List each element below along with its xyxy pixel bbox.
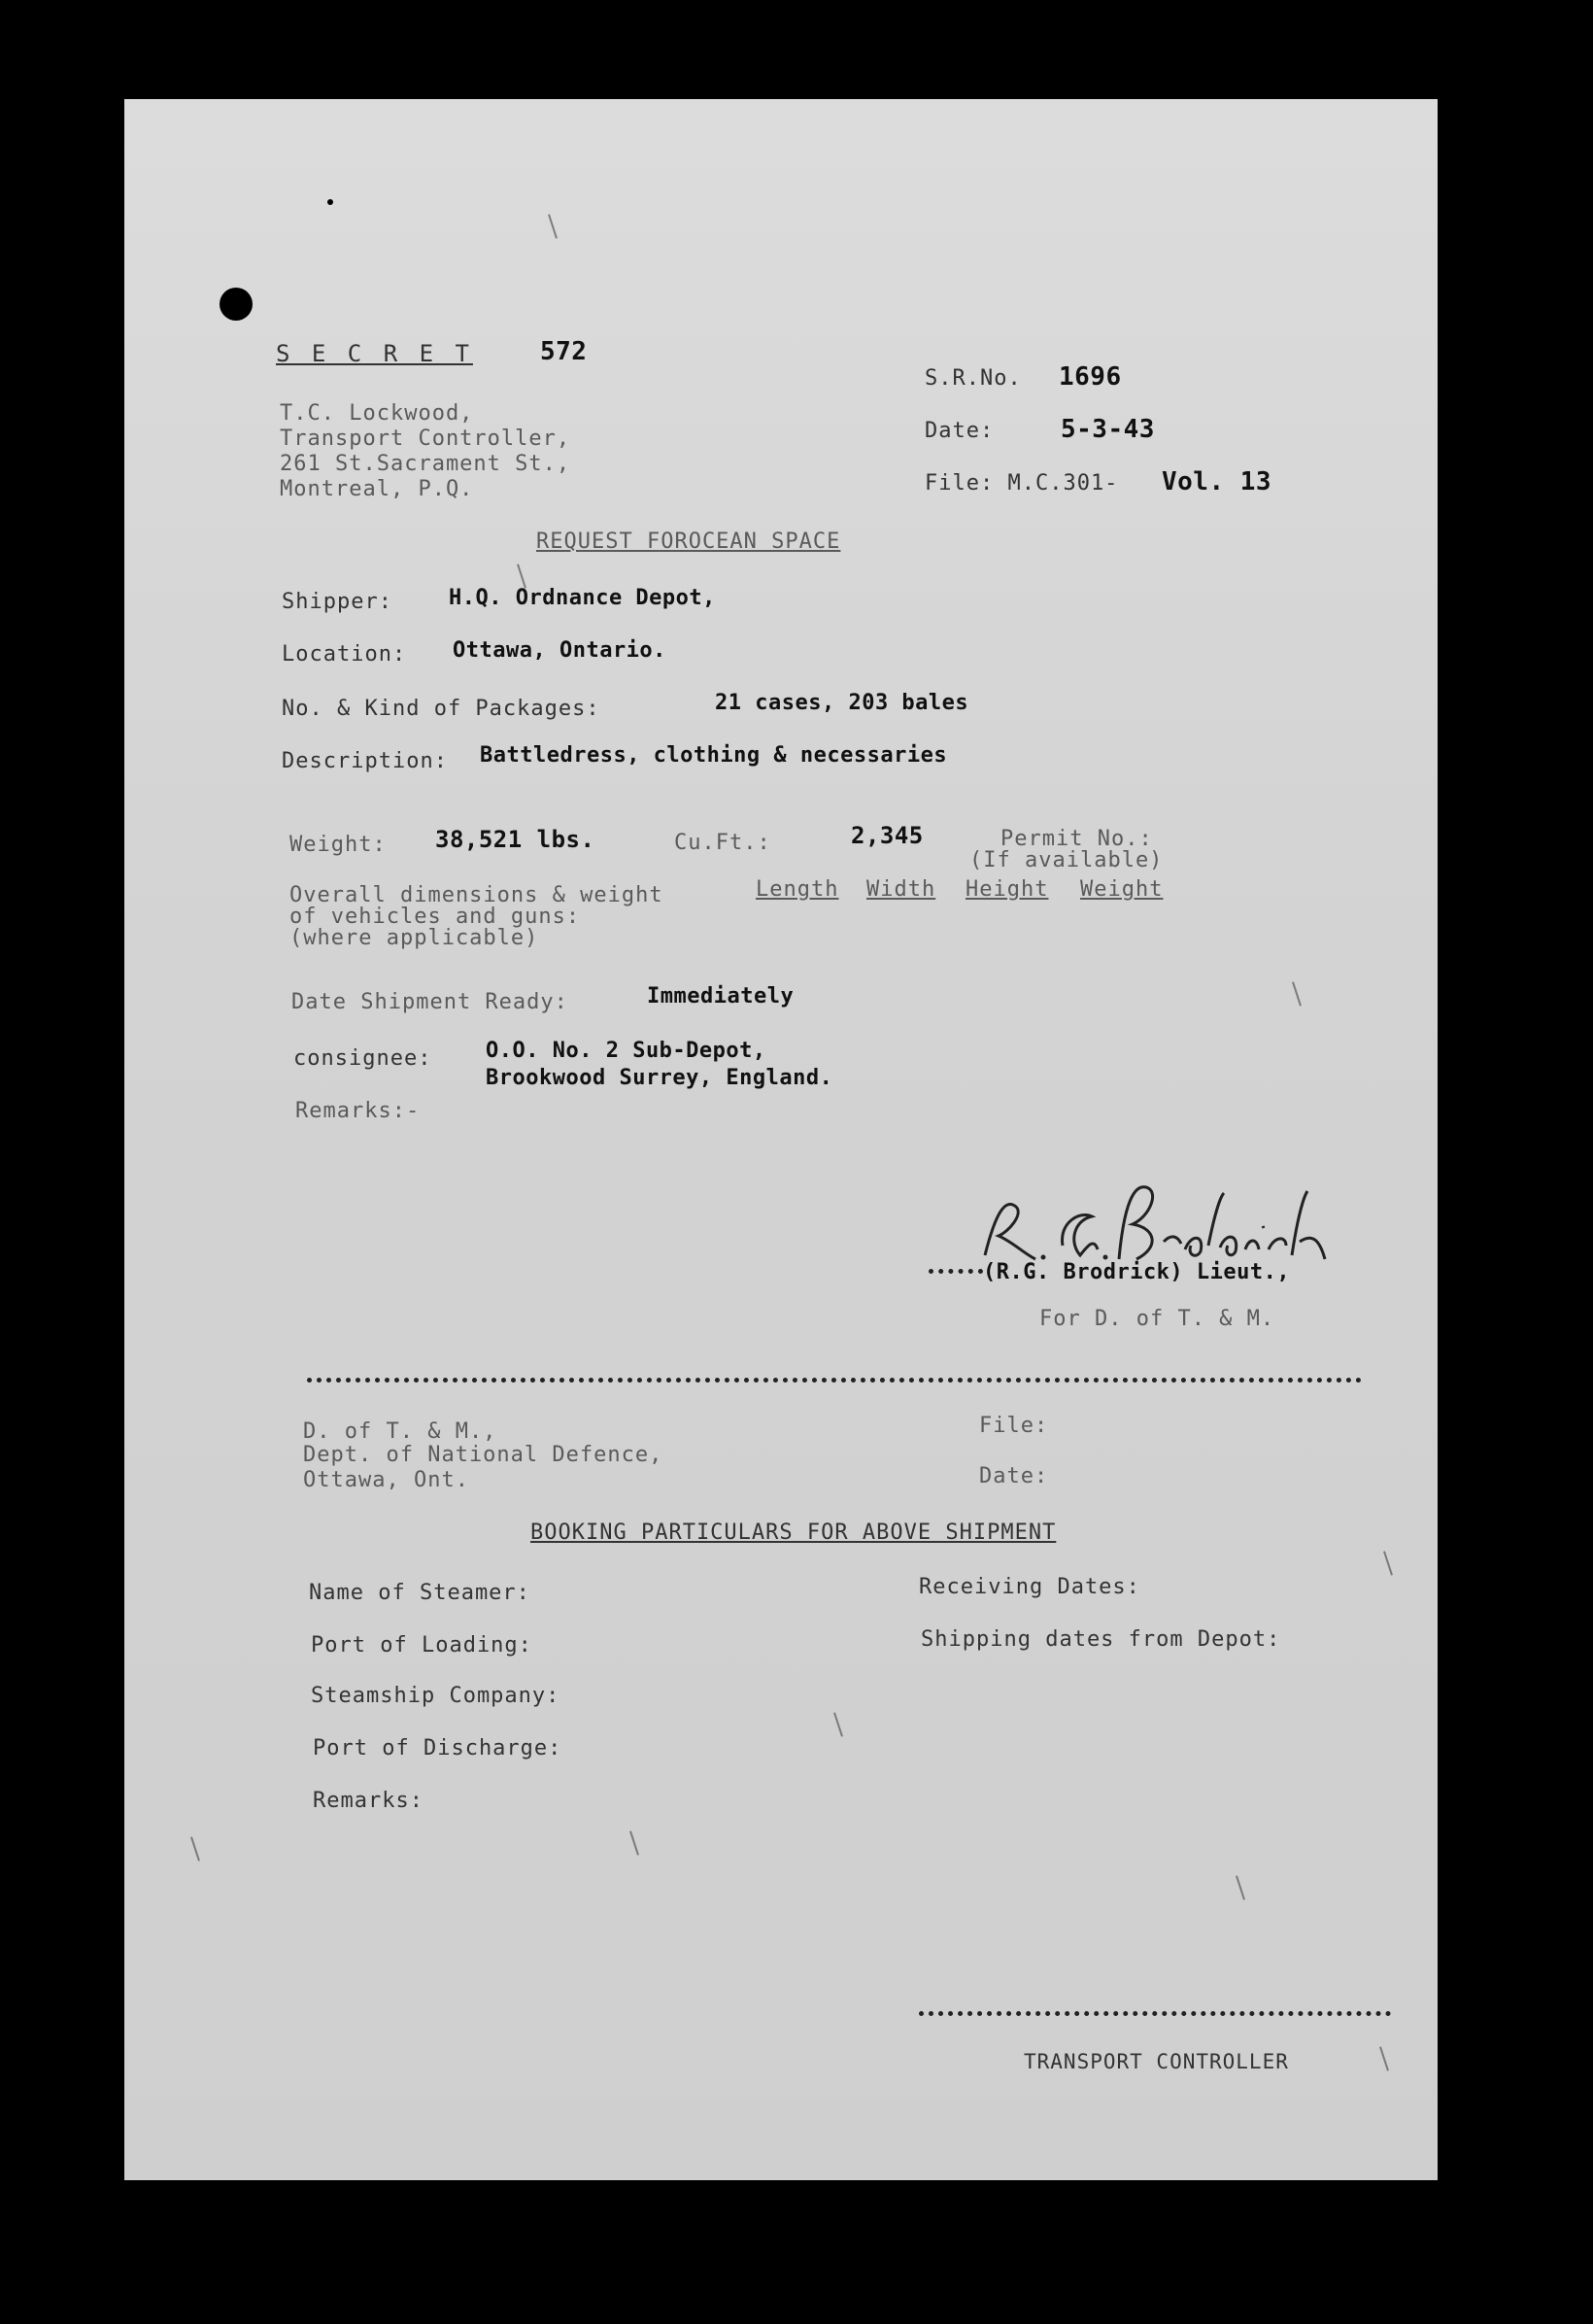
consignee-value: O.O. No. 2 Sub-Depot,: [486, 1039, 766, 1063]
controller-dotted-line: [919, 2011, 1391, 2016]
dimension-column: Weight: [1080, 877, 1164, 902]
file-label: File: M.C.301-: [925, 471, 1119, 496]
dimension-column: Length: [756, 877, 839, 902]
address-line: Montreal, P.Q.: [280, 477, 474, 501]
dimensions-label: Overall dimensions & weight: [289, 883, 663, 907]
permit-note: (If available): [969, 848, 1164, 872]
reply-address-line: Dept. of National Defence,: [303, 1443, 663, 1467]
dimension-column: Width: [866, 877, 936, 902]
booking-field-label: Port of Discharge:: [313, 1736, 562, 1760]
booking-field-label: Steamship Company:: [311, 1684, 560, 1708]
reply-address-line: Ottawa, Ont.: [303, 1468, 469, 1492]
address-line: Transport Controller,: [280, 427, 571, 451]
speck: [327, 199, 333, 205]
signature-typed-name: (R.G. Brodrick) Lieut.,: [983, 1260, 1291, 1284]
weight-value: 38,521 lbs.: [435, 826, 595, 853]
classification-label: S E C R E T: [276, 340, 473, 367]
location-value: Ottawa, Ontario.: [453, 638, 666, 663]
signature-for-line: For D. of T. & M.: [1039, 1307, 1275, 1331]
booking-field-label: Port of Loading:: [311, 1633, 532, 1658]
dimension-column: Height: [966, 877, 1049, 902]
packages-value: 21 cases, 203 bales: [715, 691, 969, 715]
ready-label: Date Shipment Ready:: [291, 990, 568, 1014]
reply-date-label: Date:: [979, 1464, 1049, 1488]
weight-label: Weight:: [289, 833, 387, 857]
signature-dotted-line: [929, 1269, 983, 1274]
footer-signatory: TRANSPORT CONTROLLER: [1024, 2050, 1289, 2073]
shipper-value: H.Q. Ordnance Depot,: [449, 586, 716, 610]
booking-field-label: Receiving Dates:: [919, 1575, 1140, 1599]
description-label: Description:: [282, 749, 448, 773]
cuft-label: Cu.Ft.:: [674, 831, 771, 855]
punch-hole: [220, 288, 253, 321]
address-line: 261 St.Sacrament St.,: [280, 452, 571, 476]
dimensions-label: (where applicable): [289, 926, 539, 950]
date-value: 5-3-43: [1061, 415, 1155, 444]
sr-no-value: 1696: [1059, 362, 1122, 392]
consignee-value: Brookwood Surrey, England.: [486, 1066, 833, 1090]
booking-field-label: Remarks:: [313, 1789, 424, 1813]
address-line: T.C. Lockwood,: [280, 401, 474, 426]
reply-address-line: D. of T. & M.,: [303, 1419, 497, 1444]
form-title: REQUEST FOROCEAN SPACE: [536, 530, 841, 554]
booking-field-label: Name of Steamer:: [309, 1581, 530, 1605]
consignee-label: consignee:: [293, 1046, 432, 1071]
cuft-value: 2,345: [851, 822, 924, 849]
date-label: Date:: [925, 419, 995, 443]
ready-value: Immediately: [647, 984, 795, 1008]
booking-title: BOOKING PARTICULARS FOR ABOVE SHIPMENT: [530, 1521, 1057, 1545]
dimensions-label: of vehicles and guns:: [289, 905, 581, 929]
shipper-label: Shipper:: [282, 590, 392, 614]
sr-no-label: S.R.No.: [925, 366, 1022, 391]
description-value: Battledress, clothing & necessaries: [480, 743, 948, 768]
section-divider: [307, 1378, 1362, 1383]
booking-field-label: Shipping dates from Depot:: [921, 1627, 1281, 1652]
permit-label: Permit No.:: [1000, 827, 1153, 851]
remarks-label: Remarks:-: [295, 1099, 421, 1123]
file-volume: Vol. 13: [1162, 467, 1272, 496]
location-label: Location:: [282, 642, 407, 666]
reply-file-label: File:: [979, 1414, 1049, 1438]
reference-number: 572: [540, 337, 588, 366]
packages-label: No. & Kind of Packages:: [282, 697, 600, 721]
